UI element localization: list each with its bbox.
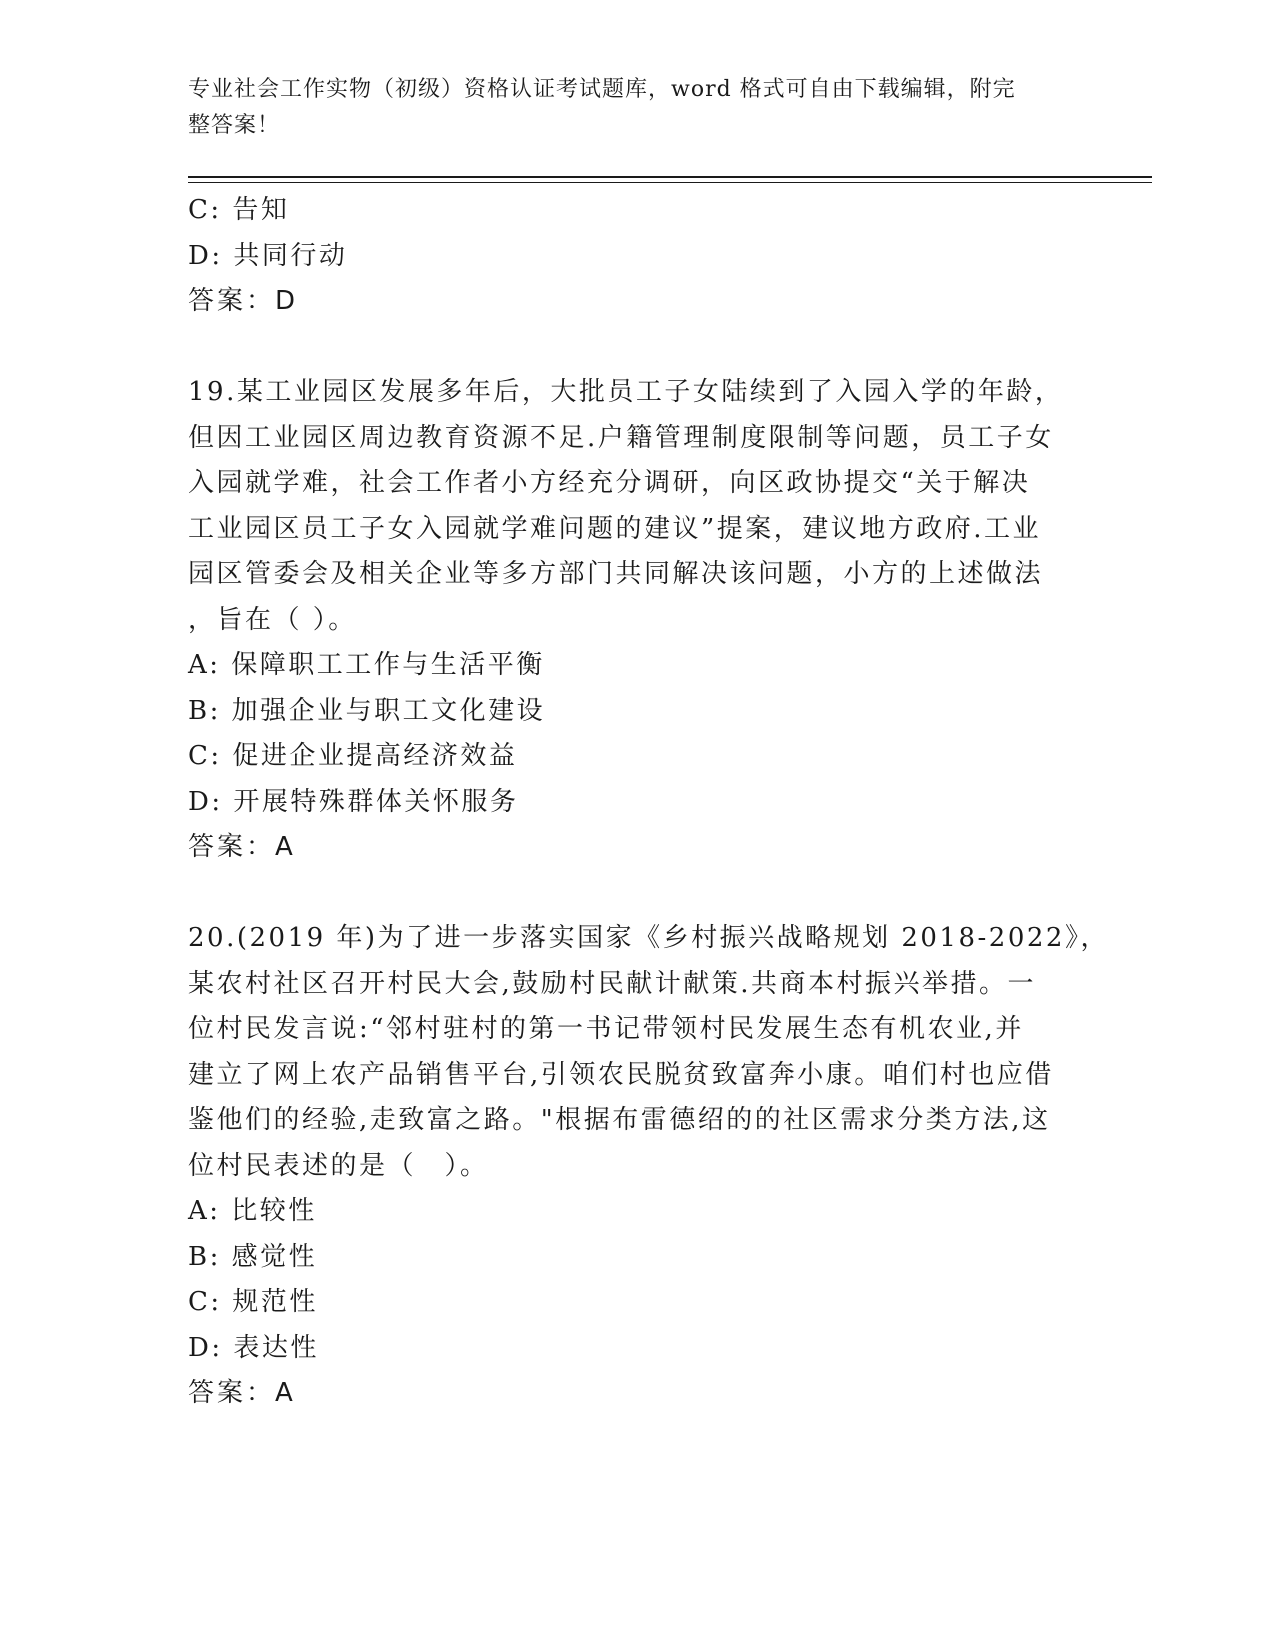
question-text-line: 园区管委会及相关企业等多方部门共同解决该问题，小方的上述做法 [188,559,1044,589]
question-20 [188,916,1109,1417]
question-19 [188,370,1068,871]
spacer [188,871,1068,917]
question-text-line: 建立了网上农产品销售平台,引领农民脱贫致富奔小康。咱们村也应借 [188,1059,1054,1090]
question-text-line: 入园就学难，社会工作者小方经充分调研，向区政协提交“关于解决 [188,468,1031,498]
option-a: A: 保障职工工作与生活平衡 [188,650,545,680]
question-text-line: 20.(2019 年)为了进一步落实国家《乡村振兴战略规划 2018-2022》， [188,923,1109,953]
previous-question-tail [188,188,1068,325]
question-text-line: 鉴他们的经验,走致富之路。"根据布雷德绍的的社区需求分类方法,这 [188,1105,1051,1135]
question-text-line: 但因工业园区周边教育资源不足.户籍管理制度限制等问题，员工子女 [188,422,1054,453]
header-line: 整答案！ [188,113,281,138]
document-body [188,188,1109,1417]
option-c: C: 促进企业提高经济效益 [188,741,518,771]
header-line: 专业社会工作实物（初级）资格认证考试题库，word 格式可自由下载编辑，附完 [188,77,1016,102]
question-text-line: ，旨在（ ）。 [188,604,357,635]
header-divider-thin [188,182,1152,183]
question-text-line: 19.某工业园区发展多年后，大批员工子女陆续到了入园入学的年龄， [188,377,1064,407]
header-divider [188,176,1152,178]
answer-line: 答案：A [188,832,296,862]
answer-line: 答案：D [188,286,299,316]
document-header [188,72,1068,144]
question-text-line: 某农村社区召开村民大会,鼓励村民献计献策.共商本村振兴举措。一 [188,968,1037,999]
spacer [188,325,1068,371]
option-c: C: 规范性 [188,1287,318,1317]
question-text-line: 工业园区员工子女入园就学难问题的建议”提案，建议地方政府.工业 [188,513,1042,544]
answer-line: 答案：A [188,1378,296,1408]
option-c: C: 告知 [188,195,290,225]
option-d: D: 开展特殊群体关怀服务 [188,786,519,817]
option-d: D: 表达性 [188,1332,319,1363]
option-b: B: 加强企业与职工文化建设 [188,695,546,726]
question-text-line: 位村民发言说:“邻村驻村的第一书记带领村民发展生态有机农业,并 [188,1014,1024,1044]
option-a: A: 比较性 [188,1196,317,1226]
option-b: B: 感觉性 [188,1241,318,1272]
question-text-line: 位村民表述的是（ ）。 [188,1150,489,1181]
option-d: D: 共同行动 [188,240,348,271]
